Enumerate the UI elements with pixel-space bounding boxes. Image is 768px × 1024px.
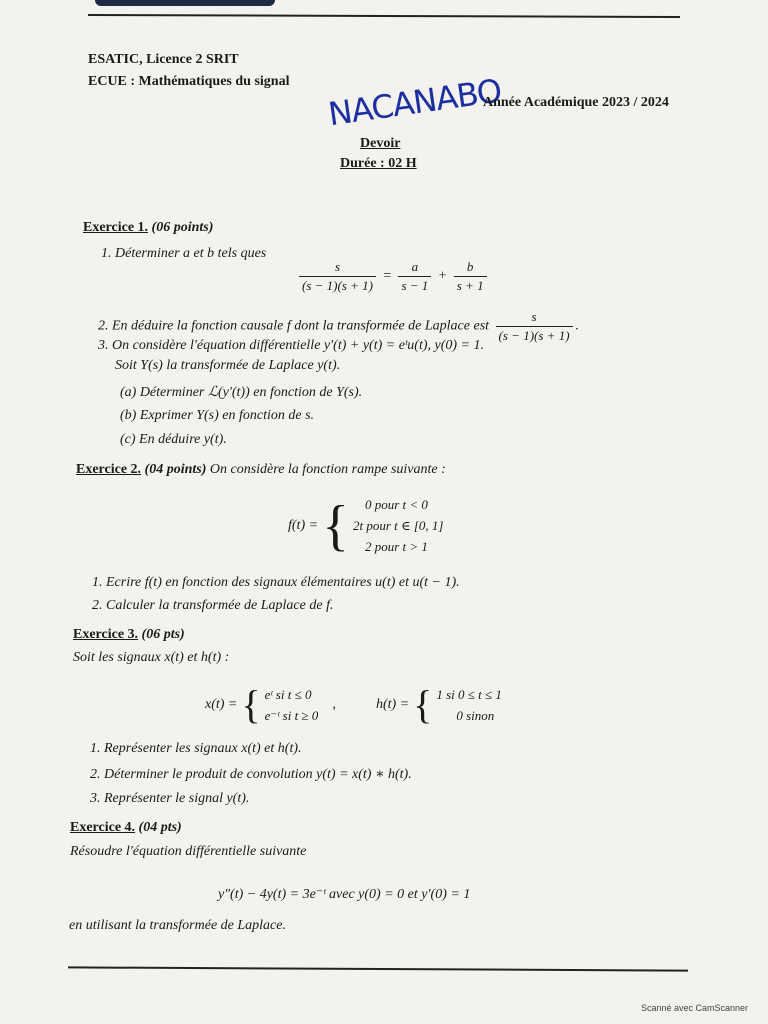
ex3-h-case-1: 1 si 0 ≤ t ≤ 1	[436, 687, 502, 702]
exercise-3-label: Exercice 3.	[73, 627, 139, 642]
doc-title: Devoir	[360, 136, 401, 151]
ex3-x-piecewise	[205, 684, 336, 726]
exercise-4-label: Exercice 4.	[70, 820, 136, 835]
bottom-rule	[68, 966, 688, 971]
handwritten-name-svg	[323, 69, 504, 138]
frac-lhs-num: s	[334, 259, 341, 274]
exercise-2-intro: On considère la fonction rampe suivante :	[209, 462, 446, 477]
ex2-cases	[353, 494, 444, 557]
scan-edge	[95, 0, 275, 6]
x-left-brace: {	[241, 682, 261, 727]
frac-b-den: s + 1	[454, 276, 487, 294]
ex3-x-case-2: e⁻ᵗ si t ≥ 0	[264, 708, 319, 723]
frac-a-num: a	[411, 259, 419, 274]
ex3-x-case-1: eᵗ si t ≤ 0	[264, 687, 312, 702]
frac-q2-den: (s − 1)(s + 1)	[496, 326, 573, 344]
ex4-equation: y″(t) − 4y(t) = 3e⁻ᵗ avec y(0) = 0 et y′(0) = 1	[218, 887, 471, 902]
ex3-question-2: 2. Déterminer le produit de convolution y(t) = x(t) ∗ h(t).	[90, 767, 412, 782]
ex4-intro: Résoudre l'équation différentielle suivante	[70, 844, 307, 859]
ex2-question-1: 1. Ecrire f(t) en fonction des signaux élémentaires u(t) et u(t − 1).	[92, 575, 460, 590]
frac-q2-num: s	[531, 309, 537, 324]
left-brace: {	[322, 494, 349, 557]
h-left-brace: {	[413, 682, 433, 727]
exercise-3-points: (06 pts)	[141, 627, 185, 642]
top-rule	[88, 14, 680, 18]
ex1-question-1: 1. Déterminer a et b tels ques	[101, 246, 267, 261]
frac-a-den: s − 1	[398, 276, 431, 294]
ex2-f-lhs: f(t) =	[288, 517, 319, 533]
ex3-intro: Soit les signaux x(t) et h(t) :	[73, 650, 230, 665]
ex2-case-2: 2t pour t ∈ [0, 1]	[352, 518, 444, 533]
comma-separator: ,	[332, 697, 336, 712]
handwritten-name-text: NACANABO	[325, 71, 504, 134]
academic-year: Année Académique 2023 / 2024	[483, 95, 669, 110]
ex1-question-3b: (b) Exprimer Y(s) en fonction de s.	[120, 408, 315, 423]
handwritten-name	[323, 69, 504, 143]
ex3-x-lhs: x(t) =	[205, 697, 238, 712]
frac-lhs	[299, 259, 376, 294]
exercise-4-heading	[70, 820, 182, 836]
exercise-2-heading	[76, 462, 446, 478]
ex3-x-cases	[265, 684, 319, 726]
ex2-question-2: 2. Calculer la transformée de Laplace de f.	[92, 598, 334, 613]
ex3-question-1: 1. Représenter les signaux x(t) et h(t).	[90, 741, 302, 756]
frac-a	[398, 259, 431, 294]
exercise-2-points: (04 points)	[144, 462, 207, 477]
frac-lhs-den: (s − 1)(s + 1)	[299, 276, 376, 294]
ex1-question-3c: (c) En déduire y(t).	[120, 432, 227, 447]
exercise-1-points: (06 points)	[151, 220, 214, 235]
exercise-3-heading	[73, 627, 185, 643]
exercise-1-label: Exercice 1.	[83, 220, 149, 235]
equals-sign: =	[382, 268, 392, 284]
ex1-question-3: 3. On considère l'équation différentielle y′(t) + y(t) = eᵗu(t), y(0) = 1.	[98, 338, 484, 353]
ex3-h-cases	[436, 684, 502, 726]
frac-b-num: b	[466, 259, 474, 274]
ex3-h-case-2: 0 sinon	[456, 708, 495, 723]
scan-watermark: Scanné avec CamScanner	[640, 1003, 748, 1013]
ex2-case-3: 2 pour t > 1	[364, 539, 428, 554]
exercise-1-heading	[83, 220, 213, 236]
exercise-2-label: Exercice 2.	[76, 462, 142, 477]
ex1-equation	[296, 259, 490, 294]
ex3-h-piecewise	[376, 684, 502, 726]
ex1-question-2-text: 2. En déduire la fonction causale f dont la transformée de Laplace est	[98, 318, 490, 334]
institution: ESATIC, Licence 2 SRIT	[88, 52, 239, 67]
frac-b	[454, 259, 487, 294]
course: ECUE : Mathématiques du signal	[88, 74, 290, 89]
ex2-piecewise	[288, 494, 443, 557]
ex3-question-3: 3. Représenter le signal y(t).	[90, 791, 250, 806]
exercise-4-points: (04 pts)	[138, 820, 182, 835]
ex3-h-lhs: h(t) =	[376, 697, 410, 712]
frac-q2	[496, 309, 573, 344]
ex1-question-3-line2: Soit Y(s) la transformée de Laplace y(t).	[115, 358, 341, 373]
duration: Durée : 02 H	[340, 156, 417, 171]
ex1-question-3a: (a) Déterminer ℒ(y′(t)) en fonction de Y(s).	[120, 385, 363, 400]
ex2-case-1: 0 pour t < 0	[364, 497, 428, 512]
plus-sign: +	[437, 268, 448, 284]
ex1-question-2: 2. En déduire la fonction causale f dont la transformée de Laplace est $\frac{s}{(s - 1)(s + 1)}$ .	[98, 309, 580, 343]
ex4-outro: en utilisant la transformée de Laplace.	[69, 918, 286, 933]
